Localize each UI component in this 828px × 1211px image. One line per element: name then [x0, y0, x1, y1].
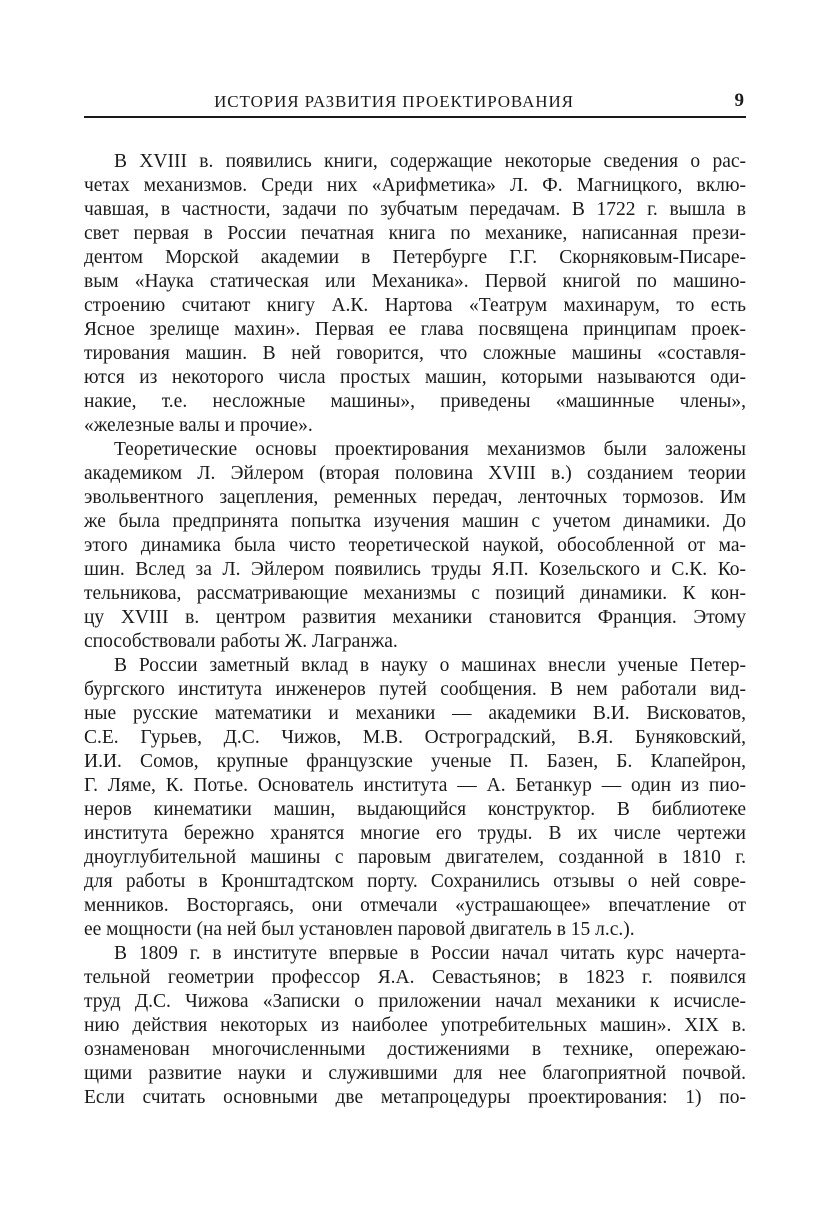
text-line: менников. Восторгаясь, они отмечали «устрашающее» впечатление от — [84, 895, 746, 916]
text-line: института бережно хранятся многие его труды. В их числе чертежи — [84, 823, 746, 844]
text-line: Теоретические основы проектирования механизмов были заложены — [114, 439, 746, 460]
text-line: ные русские математики и механики — академики В.И. Висковатов, — [84, 703, 746, 724]
text-line: шин. Вслед за Л. Эйлером появились труды Я.П. Козельского и С.К. Ко- — [84, 559, 746, 580]
text-line: способствовали работы Ж. Лагранжа. — [84, 631, 398, 652]
text-line: ее мощности (на ней был установлен паровой двигатель в 15 л.с.). — [84, 919, 635, 940]
paragraph — [84, 150, 746, 438]
paragraph — [84, 438, 746, 654]
text-line: «железные валы и прочие». — [84, 415, 313, 436]
text-line: этого динамика была чисто теоретической наукой, обособленной от ма- — [84, 535, 746, 556]
text-line: эвольвентного зацепления, ременных передач, ленточных тормозов. Им — [84, 487, 746, 508]
text-line: В России заметный вклад в науку о машинах внесли ученые Петер- — [114, 655, 746, 676]
text-line: ются из некоторого числа простых машин, которыми называются оди- — [84, 367, 746, 388]
text-line: бургского института инженеров путей сообщения. В нем работали вид- — [84, 679, 746, 700]
text-line: Если считать основными две метапроцедуры проектирования: 1) по- — [84, 1087, 746, 1108]
text-line: нию действия некоторых из наиболее употребительных машин». XIX в. — [84, 1015, 746, 1036]
text-line: строению считают книгу А.К. Нартова «Театрум махинарум, то есть — [84, 295, 746, 316]
text-line: тирования машин. В ней говорится, что сложные машины «составля- — [84, 343, 746, 364]
text-line: тельникова, рассматривающие механизмы с позиций динамики. К кон- — [84, 583, 746, 604]
text-line: ознаменован многочисленными достижениями в технике, опережаю- — [84, 1039, 746, 1060]
text-line: цу XVIII в. центром развития механики становится Франция. Этому — [84, 607, 746, 628]
text-line: свет первая в России печатная книга по механике, написанная прези- — [84, 223, 746, 244]
text-line: накие, т.е. несложные машины», приведены «машинные члены», — [84, 391, 746, 412]
running-title: ИСТОРИЯ РАЗВИТИЯ ПРОЕКТИРОВАНИЯ — [214, 92, 574, 111]
text-line: щими развитие науки и служившими для нее благоприятной почвой. — [84, 1063, 746, 1084]
paragraph — [84, 942, 746, 1110]
text-line: четах механизмов. Среди них «Арифметика» Л. Ф. Магницкого, вклю- — [84, 175, 746, 196]
text-line: В 1809 г. в институте впервые в России начал читать курс начерта- — [114, 943, 746, 964]
text-line: И.И. Сомов, крупные французские ученые П. Базен, Б. Клапейрон, — [84, 751, 746, 772]
body-text — [84, 150, 746, 1110]
text-line: труд Д.С. Чижова «Записки о приложении начал механики к исчисле- — [84, 991, 746, 1012]
running-header — [84, 88, 746, 118]
text-line: же была предпринята попытка изучения машин с учетом динамики. До — [84, 511, 746, 532]
text-line: Г. Ляме, К. Потье. Основатель института — А. Бетанкур — один из пио- — [84, 775, 746, 796]
text-line: тельной геометрии профессор Я.А. Севастьянов; в 1823 г. появился — [84, 967, 746, 988]
text-line: Ясное зрелище махин». Первая ее глава посвящена принципам проек- — [84, 319, 746, 340]
book-page — [84, 88, 746, 1110]
text-line: С.Е. Гурьев, Д.С. Чижов, М.В. Остроградский, В.Я. Буняковский, — [84, 727, 746, 748]
text-line: для работы в Кронштадтском порту. Сохранились отзывы о ней совре- — [84, 871, 746, 892]
page-number: 9 — [734, 90, 744, 111]
text-line: чавшая, в частности, задачи по зубчатым передачам. В 1722 г. вышла в — [84, 199, 746, 220]
text-line: академиком Л. Эйлером (вторая половина XVIII в.) созданием теории — [84, 463, 746, 484]
text-line: дентом Морской академии в Петербурге Г.Г. Скорняковым-Писаре- — [84, 247, 746, 268]
paragraph — [84, 654, 746, 942]
text-line: дноуглубительной машины с паровым двигателем, созданной в 1810 г. — [84, 847, 746, 868]
text-line: В XVIII в. появились книги, содержащие некоторые сведения о рас- — [114, 151, 746, 172]
text-line: вым «Наука статическая или Механика». Первой книгой по машино- — [84, 271, 746, 292]
text-line: неров кинематики машин, выдающийся конструктор. В библиотеке — [84, 799, 746, 820]
